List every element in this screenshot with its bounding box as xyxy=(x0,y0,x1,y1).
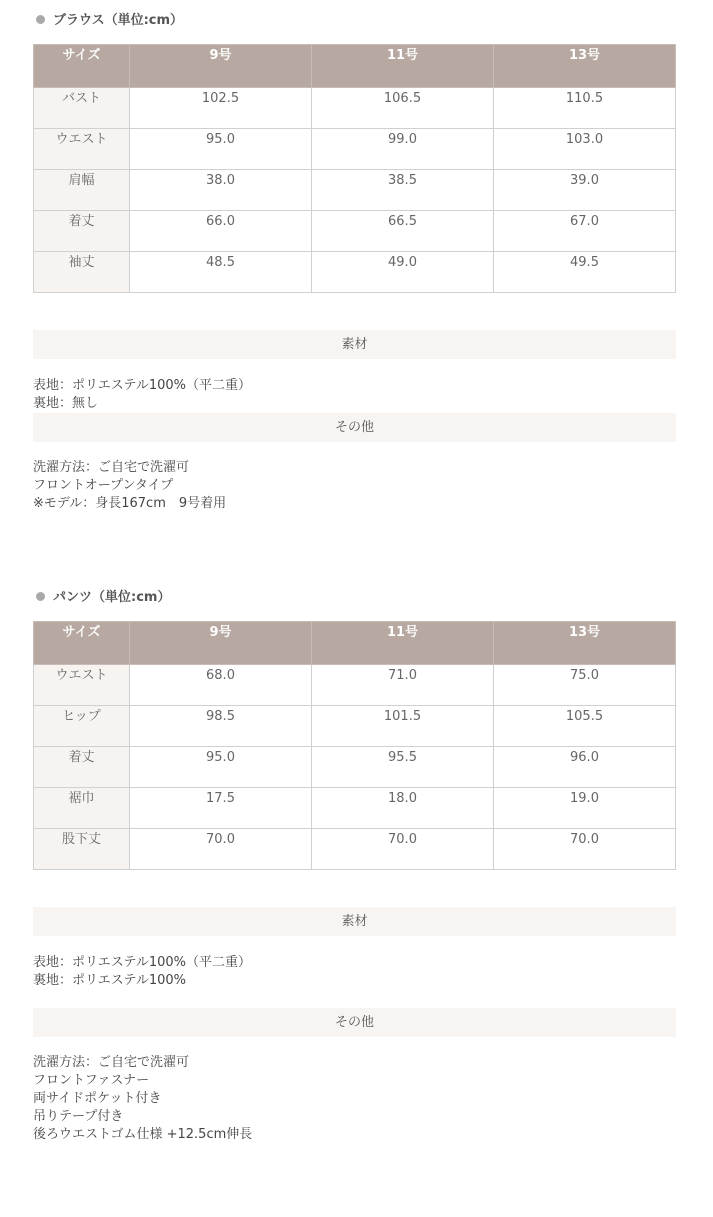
table-row xyxy=(34,665,676,706)
table-cell: 70.0 xyxy=(130,829,312,870)
table-cell: 101.5 xyxy=(312,706,494,747)
blouse-material-heading: 素材 xyxy=(33,330,676,359)
table-header-row xyxy=(34,45,676,88)
pants-size-table xyxy=(33,621,676,870)
table-cell: 71.0 xyxy=(312,665,494,706)
table-cell: 103.0 xyxy=(494,129,676,170)
header-size-9: 9号 xyxy=(130,622,312,665)
row-label: ウエスト xyxy=(34,665,130,706)
bullet-dot-icon xyxy=(36,15,45,24)
table-cell: 95.5 xyxy=(312,747,494,788)
other-line: 後ろウエストゴム仕様 +12.5cm伸長 xyxy=(33,1127,253,1142)
header-size-11: 11号 xyxy=(312,622,494,665)
row-label: ウエスト xyxy=(34,129,130,170)
pants-section-title xyxy=(36,588,170,608)
table-cell: 98.5 xyxy=(130,706,312,747)
table-cell: 67.0 xyxy=(494,211,676,252)
table-row xyxy=(34,788,676,829)
table-row xyxy=(34,170,676,211)
table-cell: 66.5 xyxy=(312,211,494,252)
table-cell: 95.0 xyxy=(130,747,312,788)
row-label: 着丈 xyxy=(34,211,130,252)
table-cell: 39.0 xyxy=(494,170,676,211)
pants-material-text xyxy=(33,954,676,990)
row-label: 着丈 xyxy=(34,747,130,788)
table-cell: 49.0 xyxy=(312,252,494,293)
blouse-other-text xyxy=(33,459,676,513)
table-cell: 70.0 xyxy=(312,829,494,870)
table-cell: 68.0 xyxy=(130,665,312,706)
table-cell: 96.0 xyxy=(494,747,676,788)
header-size-9: 9号 xyxy=(130,45,312,88)
row-label: バスト xyxy=(34,88,130,129)
table-cell: 105.5 xyxy=(494,706,676,747)
other-line: 両サイドポケット付き xyxy=(33,1091,162,1106)
table-row xyxy=(34,88,676,129)
table-cell: 99.0 xyxy=(312,129,494,170)
table-cell: 18.0 xyxy=(312,788,494,829)
other-line: 洗濯方法：ご自宅で洗濯可 xyxy=(33,460,190,475)
other-line: 洗濯方法：ご自宅で洗濯可 xyxy=(33,1055,190,1070)
other-line: フロントオープンタイプ xyxy=(33,478,174,493)
header-size: サイズ xyxy=(34,45,130,88)
table-header-row xyxy=(34,622,676,665)
table-cell: 48.5 xyxy=(130,252,312,293)
table-cell: 38.0 xyxy=(130,170,312,211)
header-size-13: 13号 xyxy=(494,45,676,88)
bullet-dot-icon xyxy=(36,592,45,601)
material-line: 表地：ポリエステル100%（平二重） xyxy=(33,955,251,970)
table-cell: 38.5 xyxy=(312,170,494,211)
pants-material-heading: 素材 xyxy=(33,907,676,936)
pants-other-heading: その他 xyxy=(33,1008,676,1037)
blouse-material-text xyxy=(33,377,676,413)
table-cell: 70.0 xyxy=(494,829,676,870)
blouse-section-title xyxy=(36,11,183,31)
blouse-title-text: ブラウス（単位:cm） xyxy=(53,13,184,28)
pants-other-text xyxy=(33,1054,676,1144)
table-row xyxy=(34,252,676,293)
table-cell: 95.0 xyxy=(130,129,312,170)
table-cell: 75.0 xyxy=(494,665,676,706)
table-row xyxy=(34,747,676,788)
header-size-11: 11号 xyxy=(312,45,494,88)
material-line: 裏地：無し xyxy=(33,396,99,411)
other-line: 吊りテープ付き xyxy=(33,1109,124,1124)
table-cell: 102.5 xyxy=(130,88,312,129)
blouse-other-heading: その他 xyxy=(33,413,676,442)
table-cell: 19.0 xyxy=(494,788,676,829)
header-size-13: 13号 xyxy=(494,622,676,665)
table-cell: 110.5 xyxy=(494,88,676,129)
blouse-size-table xyxy=(33,44,676,293)
table-cell: 106.5 xyxy=(312,88,494,129)
table-cell: 49.5 xyxy=(494,252,676,293)
table-row xyxy=(34,211,676,252)
pants-title-text: パンツ（単位:cm） xyxy=(53,590,171,605)
material-line: 裏地：ポリエステル100% xyxy=(33,973,186,988)
table-row xyxy=(34,829,676,870)
row-label: 袖丈 xyxy=(34,252,130,293)
header-size: サイズ xyxy=(34,622,130,665)
table-cell: 17.5 xyxy=(130,788,312,829)
row-label: ヒップ xyxy=(34,706,130,747)
material-line: 表地：ポリエステル100%（平二重） xyxy=(33,378,251,393)
other-line: ※モデル：身長167cm 9号着用 xyxy=(33,496,227,511)
other-line: フロントファスナー xyxy=(33,1073,150,1088)
row-label: 股下丈 xyxy=(34,829,130,870)
row-label: 裾巾 xyxy=(34,788,130,829)
row-label: 肩幅 xyxy=(34,170,130,211)
table-row xyxy=(34,129,676,170)
table-row xyxy=(34,706,676,747)
table-cell: 66.0 xyxy=(130,211,312,252)
